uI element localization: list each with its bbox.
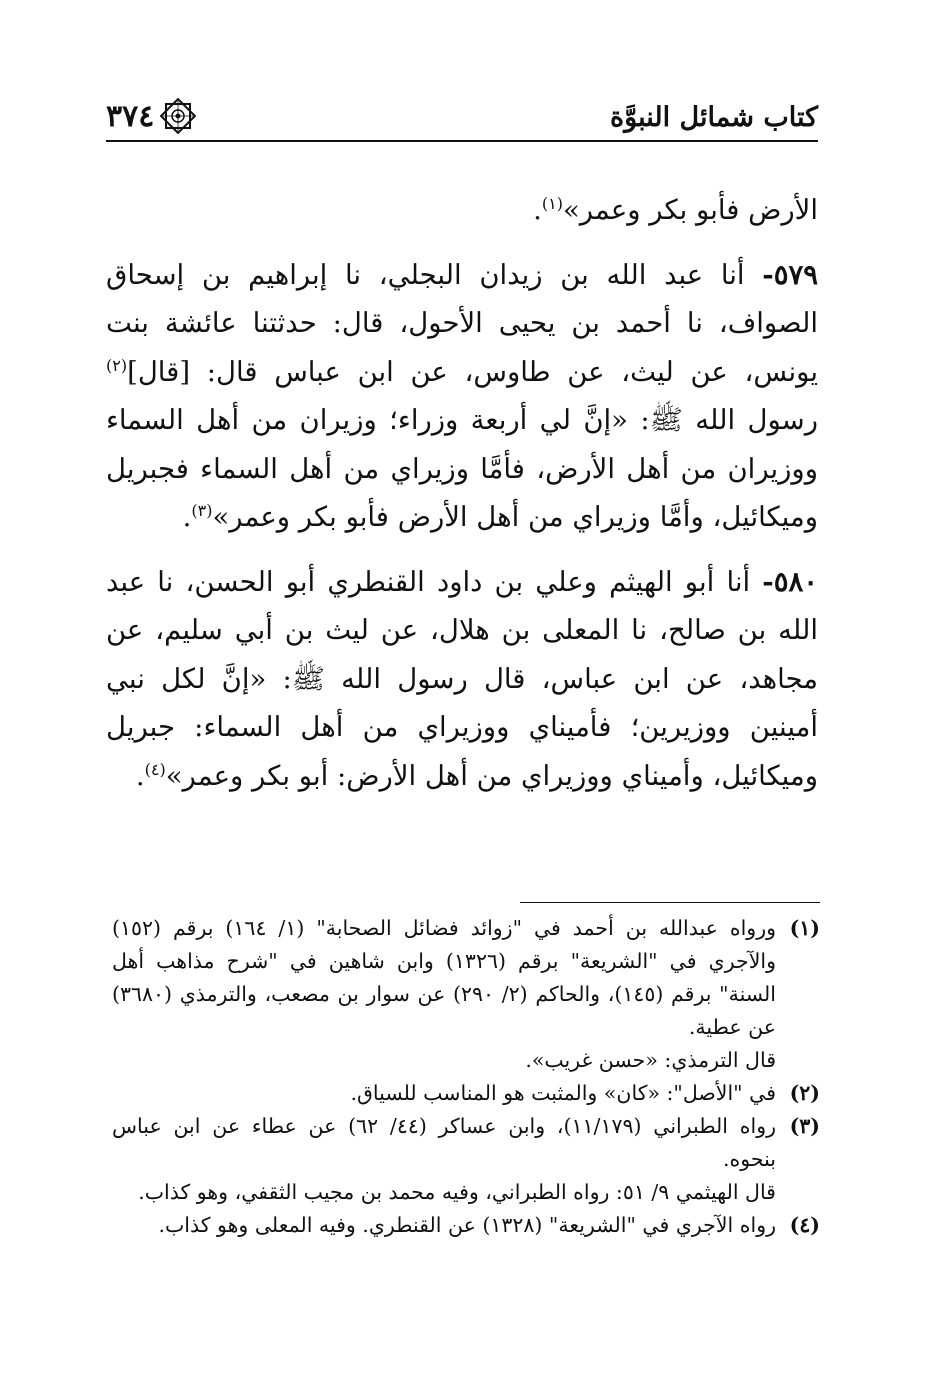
continuation-text: الأرض فأبو بكر وعمر» [562,194,818,226]
footnote-3-line-1: رواه الطبراني (١١/١٧٩)، وابن عساكر (٤٤/ ٦٢) عن عطاء عن ابن عباس بنحوه. [112,1114,776,1171]
hadith-579-end: . [182,501,192,533]
page-number-block [106,98,196,134]
octagram-ornament-icon [160,98,196,134]
footnote-4 [112,1209,820,1242]
page-number: ٣٧٤ [106,98,155,134]
footnote-1-line-1: ورواه عبدالله بن أحمد في "زوائد فضائل الصحابة" (١/ ١٦٤) برقم (١٥٢) والآجري في "الشريعة" برقم (١٣٢٦) وابن شاهين في "شرح مذاهب أهل السنة" برقم (١٤٥)، والحاكم (٢/ ٢٩٠) عن سوار بن مصعب، والترمذي (٣٦٨٠) عن عطية. [112,916,776,1039]
footnote-2-line-1: في "الأصل": «كان» والمثبت هو المناسب للسياق. [350,1081,776,1105]
continuation-end: . [533,194,542,226]
footnote-ref-3[interactable]: (٣) [191,500,213,520]
main-text [106,186,818,800]
footnote-marker-1: (١) [789,916,820,940]
footnotes [112,912,820,1242]
footnote-separator [520,902,820,903]
footnote-4-line-1: رواه الآجري في "الشريعة" (١٣٢٨) عن القنطري. وفيه المعلى وهو كذاب. [158,1213,776,1237]
book-title: كتاب شمائل النبوَّة [610,102,818,133]
hadith-580 [106,558,818,801]
footnote-marker-2: (٢) [789,1081,820,1105]
footnote-2 [112,1077,820,1110]
footnote-1 [112,912,820,1077]
hadith-580-end: . [135,759,145,792]
hadith-579 [106,251,818,542]
footnote-ref-4[interactable]: (٤) [144,759,166,779]
hadith-579-text-b: رسول الله ﷺ: «إنَّ لي أربعة وزراء؛ وزيران من أهل السماء ووزيران من أهل الأرض، فأمَّا وزيراي من أهل السماء فجبريل وميكائيل، وأمَّا وزيراي من أهل الأرض فأبو بكر وعمر» [106,404,818,533]
running-header [106,96,818,146]
footnote-1-line-2: قال الترمذي: «حسن غريب». [525,1048,776,1072]
footnote-marker-4: (٤) [789,1213,820,1237]
footnote-3-line-2: قال الهيثمي ٩/ ٥١: رواه الطبراني، وفيه محمد بن مجيب الثقفي، وهو كذاب. [138,1180,776,1204]
footnote-marker-3: (٣) [789,1114,820,1138]
hadith-579-text-a: أنا عبد الله بن زيدان البجلي، نا إبراهيم بن إسحاق الصواف، نا أحمد بن يحيى الأحول، قال: حدثتنا عائشة بنت يونس، عن ليث، عن طاوس، عن ابن عباس قال: [قال] [106,258,818,388]
footnote-ref-2[interactable]: (٢) [106,355,128,375]
continuation-paragraph [106,186,818,235]
footnote-ref-1[interactable]: (١) [541,193,563,213]
hadith-number-580: ٥٨٠- [762,565,818,598]
hadith-580-text: أنا أبو الهيثم وعلي بن داود القنطري أبو الحسن، نا عبد الله بن صالح، نا المعلى بن هلال، عن ليث بن أبي سليم، عن مجاهد، عن ابن عباس، قال رسول الله ﷺ: «إنَّ لكل نبي أمينين ووزيرين؛ فأميناي ووزيراي من أهل السماء: جبريل وميكائيل، وأميناي ووزيراي من أهل الأرض: أبو بكر وعمر» [106,565,818,792]
header-rule [106,140,818,142]
hadith-number-579: ٥٧٩- [762,258,818,291]
footnote-3 [112,1110,820,1209]
